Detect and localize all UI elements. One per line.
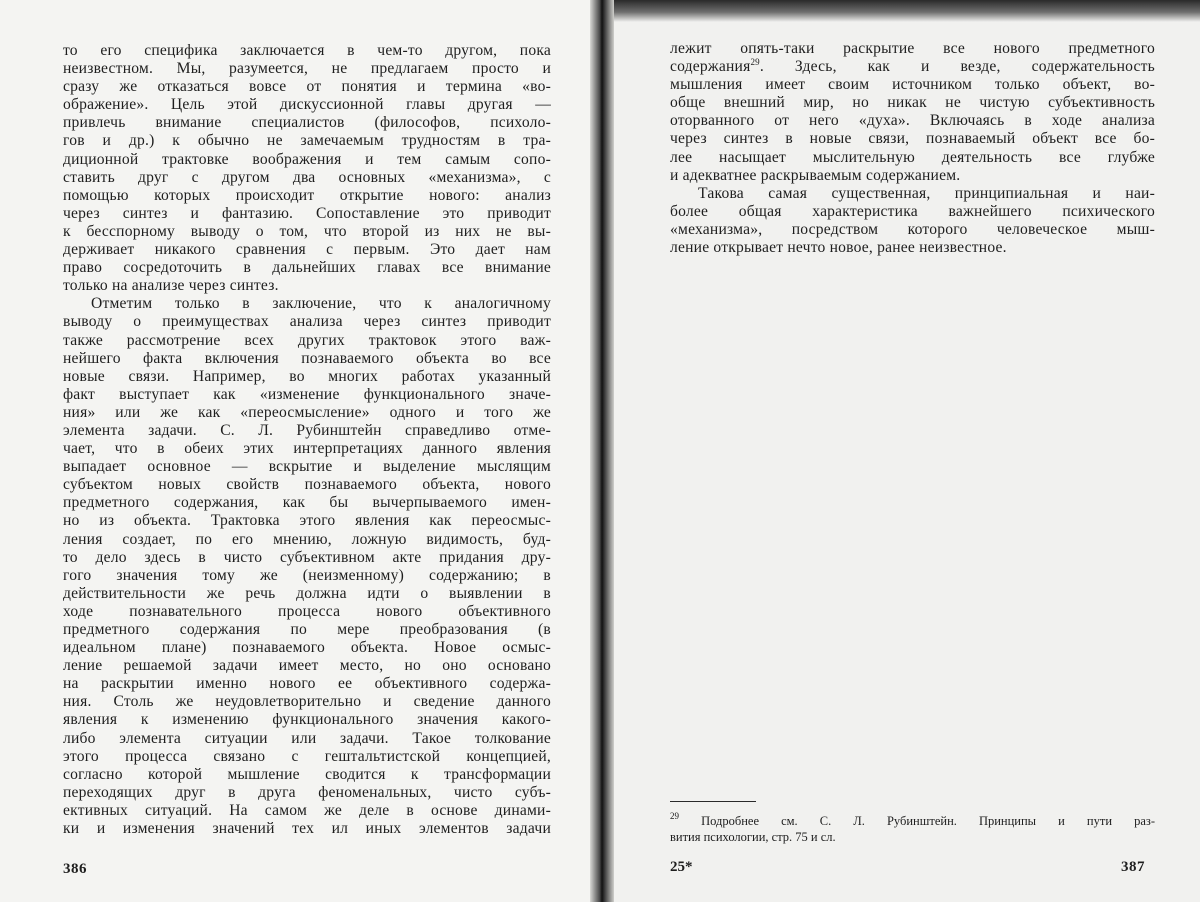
text-line: диционной трактовке воображения и тем самым сопо- bbox=[63, 150, 551, 168]
text-line: гого значения тому же (неизменному) содержанию; в bbox=[63, 566, 551, 584]
page-number-left: 386 bbox=[63, 861, 87, 877]
text-line: ление решаемой задачи имеет место, но оно основано bbox=[63, 657, 551, 675]
text-line: переходящих друг в друга феноменальных, чисто субъ- bbox=[63, 783, 551, 801]
text-line: выводу о преимуществах анализа через синтез приводит bbox=[63, 313, 551, 331]
text-line: ставить друг с другом два основных «механизма», с bbox=[63, 168, 551, 186]
text-line: новые связи. Например, во многих работах указанный bbox=[63, 367, 551, 385]
text-line: только на анализе через синтез. bbox=[63, 277, 279, 295]
text-line: факт выступает как «изменение функционального значе- bbox=[63, 385, 551, 403]
book-gutter bbox=[590, 0, 614, 902]
text-line: ление открывает нечто новое, ранее неизвестное. bbox=[670, 239, 1007, 257]
text-line: ния. Столь же неудовлетворительно и сведение данного bbox=[63, 693, 551, 711]
text-line: обще внешний мир, но никак не чистую субъективность bbox=[670, 94, 1155, 112]
text-line: выпадает основное — вскрытие и выделение мыслящим bbox=[63, 458, 551, 476]
text-line: оторванного от него «духа». Включаясь в ходе анализа bbox=[670, 112, 1155, 130]
footnote-text: Подробнее см. С. Л. Рубинштейн. Принципы и пути раз- bbox=[701, 814, 1155, 828]
text-line: привлечь внимание специалистов (философов, психоло- bbox=[63, 114, 551, 132]
text-line: этого процесса связано с гештальтистской концепцией, bbox=[63, 747, 551, 765]
left-page-text bbox=[63, 42, 551, 838]
footnote-divider bbox=[670, 801, 756, 802]
text-line: элемента задачи. С. Л. Рубинштейн справедливо отме- bbox=[63, 421, 551, 439]
text-line: через синтез и фантазию. Сопоставление это приводит bbox=[63, 204, 551, 222]
text-line: неизвестном. Мы, разумеется, не предлагаем просто и bbox=[63, 60, 551, 78]
text-fragment: . Здесь, как и везде, содержательность bbox=[759, 58, 1155, 76]
text-fragment: содержания bbox=[670, 58, 751, 76]
text-line: ображение». Цель этой дискуссионной главы другая — bbox=[63, 96, 551, 114]
paragraph-first-line: Отметим только в заключение, что к аналогичному bbox=[91, 295, 551, 313]
text-line: ективных ситуаций. На самом же деле в основе динами- bbox=[63, 801, 551, 819]
text-line: помощью которых происходит открытие нового: анализ bbox=[63, 186, 551, 204]
text-line: предметного содержания, как бы вычерпываемого имен- bbox=[63, 494, 551, 512]
text-line: лежит опять-таки раскрытие все нового предметного bbox=[670, 40, 1155, 57]
text-line: ления создает, по его мнению, ложную видимость, буд- bbox=[63, 530, 551, 548]
text-line: явления к изменению функционального значения какого- bbox=[63, 711, 551, 729]
page-number-right: 387 bbox=[1121, 859, 1145, 875]
footnote-line bbox=[670, 813, 1155, 829]
text-line-with-footnote bbox=[670, 58, 1155, 76]
text-line: к бесспорному выводу о том, что второй из них не вы- bbox=[63, 222, 551, 240]
text-line: «механизма», посредством которого человеческое мыш- bbox=[670, 220, 1155, 238]
text-line: и адекватнее раскрываемым содержанием. bbox=[670, 166, 961, 184]
text-line: лее насыщает мыслительную деятельность все глубже bbox=[670, 148, 1155, 166]
text-line: действительности же речь должна идти о выявлении в bbox=[63, 584, 551, 602]
text-line: нейшего факта включения познаваемого объекта во все bbox=[63, 349, 551, 367]
text-line: мышления имеет своим источником только объект, во- bbox=[670, 76, 1155, 94]
text-line: право сосредоточить в дальнейших главах все внимание bbox=[63, 259, 551, 277]
text-line: через синтез в новые связи, познаваемый объект все бо- bbox=[670, 130, 1155, 148]
footnote-line: вития психологии, стр. 75 и сл. bbox=[670, 830, 836, 844]
right-page-text bbox=[670, 40, 1155, 257]
text-line: но из объекта. Трактовка этого явления как переосмыс- bbox=[63, 512, 551, 530]
text-line: гов и др.) к обычно не замечаемым трудностям в тра- bbox=[63, 132, 551, 150]
text-line: чает, что в обеих этих интерпретациях данного явления bbox=[63, 440, 551, 458]
text-line: также рассмотрение всех других трактовок этого важ- bbox=[63, 331, 551, 349]
footnote bbox=[670, 813, 1155, 845]
text-line: сразу же отказаться вовсе от понятия и термина «во- bbox=[63, 78, 551, 96]
text-line: ки и изменения значений тех ил иных элементов задачи bbox=[63, 820, 551, 838]
text-line: ния» или же как «переосмысление» одного и того же bbox=[63, 403, 551, 421]
text-line: то его специфика заключается в чем-то другом, пока bbox=[63, 42, 551, 59]
text-line: более общая характеристика важнейшего психического bbox=[670, 202, 1155, 220]
text-line: субъектом новых свойств познаваемого объекта, нового bbox=[63, 476, 551, 494]
paragraph-first-line: Такова самая существенная, принципиальная и наи- bbox=[698, 184, 1155, 202]
scan-shadow-top bbox=[614, 0, 1200, 22]
text-line: то дело здесь в чисто субъективном акте придания дру- bbox=[63, 548, 551, 566]
signature-mark: 25* bbox=[670, 859, 693, 875]
text-line: предметного содержания по мере преобразования (в bbox=[63, 621, 551, 638]
footnote-reference[interactable]: 29 bbox=[750, 57, 760, 68]
text-line: держивает никакого сравнения с первым. Это дает нам bbox=[63, 241, 551, 259]
text-line: на раскрытии именно нового ее объективного содержа- bbox=[63, 675, 551, 693]
text-line: согласно которой мышление сводится к трансформации bbox=[63, 765, 551, 783]
text-line: ходе познавательного процесса нового объективного bbox=[63, 602, 551, 620]
text-line: идеальном плане) познаваемого объекта. Новое осмыс- bbox=[63, 639, 551, 657]
text-line: либо элемента ситуации или задачи. Такое толкование bbox=[63, 729, 551, 747]
footnote-number: 29 bbox=[670, 811, 679, 821]
